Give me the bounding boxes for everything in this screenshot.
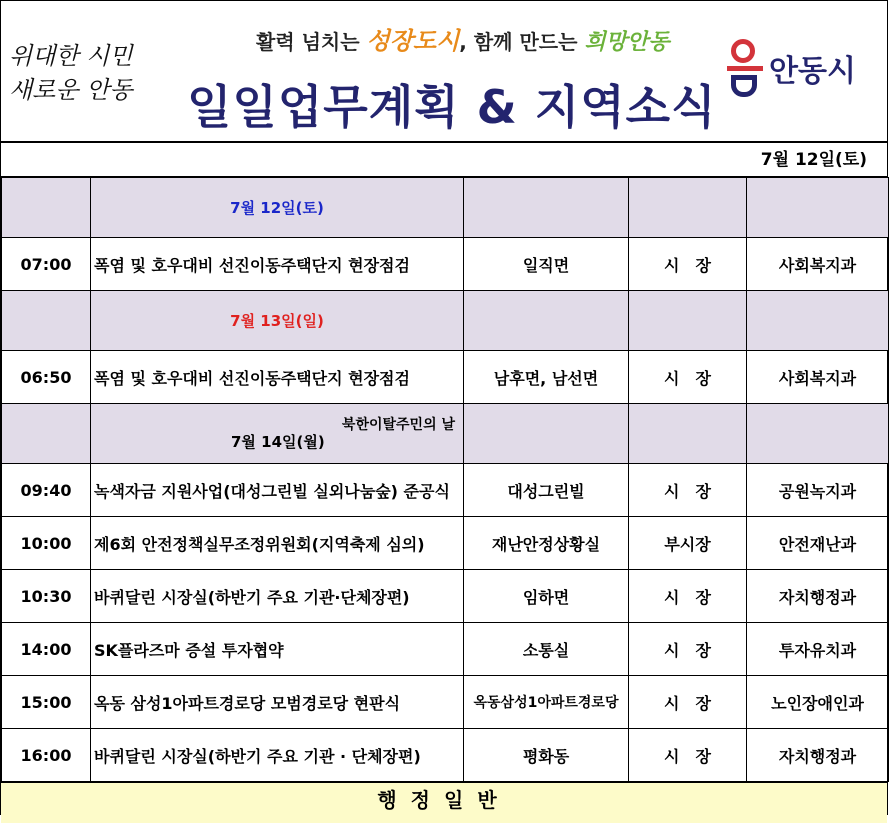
- event-title: 폭염 및 호우대비 선진이동주택단지 현장점검: [91, 238, 464, 291]
- section-header-general-admin: 행정일반: [1, 782, 887, 823]
- day-empty-cell: [464, 291, 629, 351]
- event-department: 사회복지과: [747, 238, 889, 291]
- day-label: 7월 12일(토): [230, 198, 324, 217]
- day-header-row: [2, 178, 889, 238]
- event-time: 07:00: [2, 238, 91, 291]
- slogan-line-1: 위대한 시민: [9, 42, 133, 70]
- event-attendee: 시 장: [629, 464, 747, 517]
- day-label-cell: [91, 291, 464, 351]
- event-place: 재난안정상황실: [464, 517, 629, 570]
- event-title: 옥동 삼성1아파트경로당 모범경로당 현판식: [91, 676, 464, 729]
- event-place: 평화동: [464, 729, 629, 782]
- event-time: 14:00: [2, 623, 91, 676]
- page-title: 일일업무계획 & 지역소식: [187, 80, 717, 134]
- day-empty-cell: [2, 404, 91, 464]
- event-place: 일직면: [464, 238, 629, 291]
- andong-logo-icon: [729, 39, 761, 97]
- table-row: [2, 676, 889, 729]
- current-date: 7월 12일(토): [1, 143, 887, 177]
- event-title: 제6회 안전정책실무조정위원회(지역축제 심의): [91, 517, 464, 570]
- day-empty-cell: [747, 178, 889, 238]
- event-place: 옥동삼성1아파트경로당: [464, 676, 629, 729]
- tagline-prefix: 활력 넘치는: [256, 30, 367, 54]
- tagline-middle: , 함께 만드는: [459, 30, 585, 54]
- table-row: [2, 623, 889, 676]
- day-empty-cell: [629, 178, 747, 238]
- day-label-cell: [91, 404, 464, 464]
- event-department: 자치행정과: [747, 729, 889, 782]
- event-attendee: 부시장: [629, 517, 747, 570]
- day-label: 7월 14일(월): [231, 432, 325, 451]
- table-row: [2, 464, 889, 517]
- andong-logo: [729, 39, 856, 97]
- event-attendee: 시 장: [629, 351, 747, 404]
- event-department: 자치행정과: [747, 570, 889, 623]
- day-empty-cell: [629, 404, 747, 464]
- table-row: [2, 351, 889, 404]
- table-row: [2, 517, 889, 570]
- event-place: 남후면, 남선면: [464, 351, 629, 404]
- day-empty-cell: [464, 178, 629, 238]
- event-time: 10:00: [2, 517, 91, 570]
- event-attendee: 시 장: [629, 676, 747, 729]
- city-slogan: [9, 39, 159, 107]
- schedule-table: [1, 177, 889, 782]
- table-row: [2, 238, 889, 291]
- logo-text: 안동시: [769, 54, 856, 89]
- event-time: 15:00: [2, 676, 91, 729]
- day-label: 7월 13일(일): [230, 311, 324, 330]
- event-title: 녹색자금 지원사업(대성그린빌 실외나눔숲) 준공식: [91, 464, 464, 517]
- event-title: 바퀴달린 시장실(하반기 주요 기관 · 단체장편): [91, 729, 464, 782]
- tagline: [256, 21, 669, 56]
- event-department: 투자유치과: [747, 623, 889, 676]
- event-place: 소통실: [464, 623, 629, 676]
- day-empty-cell: [464, 404, 629, 464]
- day-label-cell: [91, 178, 464, 238]
- event-department: 공원녹지과: [747, 464, 889, 517]
- event-attendee: 시 장: [629, 238, 747, 291]
- tagline-highlight-growth: 성장도시: [366, 27, 460, 55]
- tagline-highlight-hope: 희망안동: [584, 30, 670, 55]
- event-attendee: 시 장: [629, 570, 747, 623]
- event-title: SK플라즈마 증설 투자협약: [91, 623, 464, 676]
- event-time: 09:40: [2, 464, 91, 517]
- day-header-row: [2, 404, 889, 464]
- event-department: 노인장애인과: [747, 676, 889, 729]
- day-header-row: [2, 291, 889, 351]
- day-empty-cell: [747, 404, 889, 464]
- event-department: 사회복지과: [747, 351, 889, 404]
- event-time: 16:00: [2, 729, 91, 782]
- event-place: 임하면: [464, 570, 629, 623]
- day-empty-cell: [629, 291, 747, 351]
- event-title: 폭염 및 호우대비 선진이동주택단지 현장점검: [91, 351, 464, 404]
- day-empty-cell: [2, 178, 91, 238]
- day-empty-cell: [747, 291, 889, 351]
- table-row: [2, 729, 889, 782]
- slogan-line-2: 새로운 안동: [9, 76, 133, 104]
- event-place: 대성그린빌: [464, 464, 629, 517]
- event-time: 06:50: [2, 351, 91, 404]
- event-title: 바퀴달린 시장실(하반기 주요 기관·단체장편): [91, 570, 464, 623]
- table-row: [2, 570, 889, 623]
- event-attendee: 시 장: [629, 623, 747, 676]
- header: [1, 1, 887, 143]
- day-empty-cell: [2, 291, 91, 351]
- event-attendee: 시 장: [629, 729, 747, 782]
- event-time: 10:30: [2, 570, 91, 623]
- event-department: 안전재난과: [747, 517, 889, 570]
- day-note: 북한이탈주민의 날: [341, 416, 455, 433]
